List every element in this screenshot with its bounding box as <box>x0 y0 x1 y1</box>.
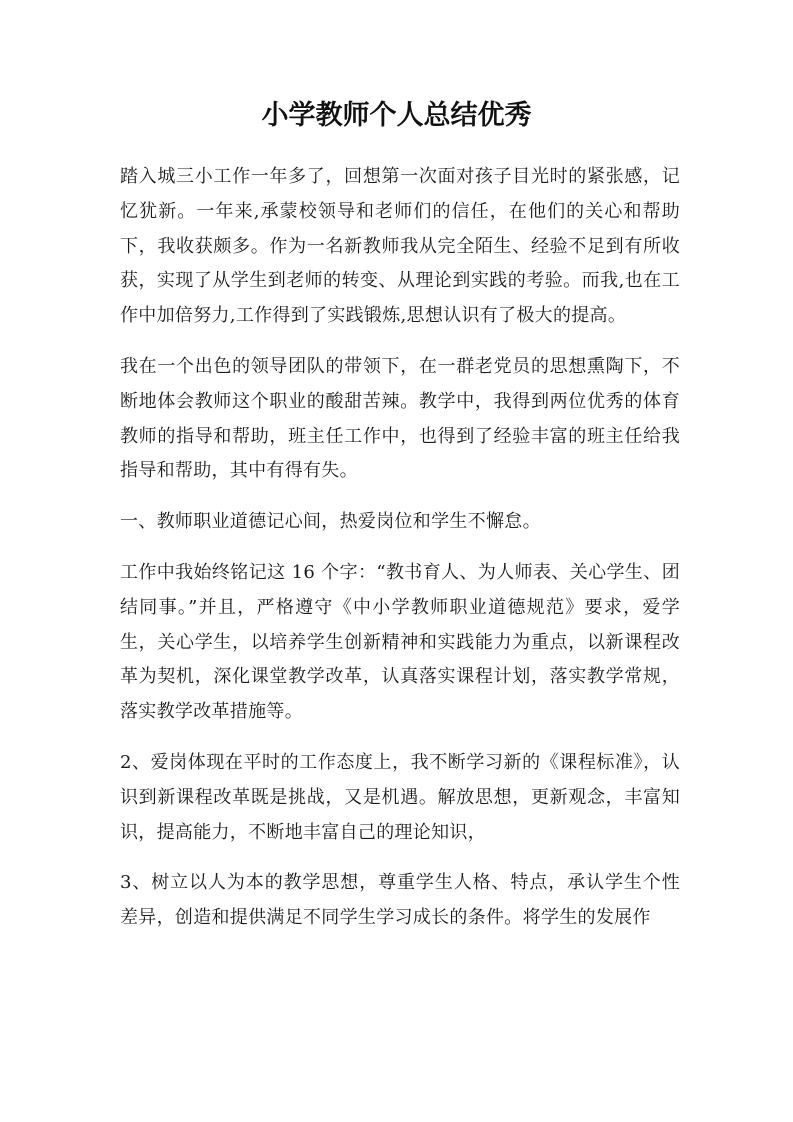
paragraph-heading-ethics: 一、教师职业道德记心间，热爱岗位和学生不懈怠。 <box>120 511 541 533</box>
document-body <box>120 160 680 936</box>
paragraph-team: 我在一个出色的领导团队的带领下，在一群老党员的思想熏陶下，不断地体会教师这个职业的酸甜苦辣。教学中，我得到两位优秀的体育教师的指导和帮助，班主任工作中，也得到了经验丰富的班主任给我指导和帮助，其中有得有失。 <box>120 355 680 482</box>
paragraph-motto: 工作中我始终铭记这 16 个字：“教书育人、为人师表、关心学生、团结同事。”并且，严格遵守《中小学教师职业道德规范》要求，爱学生，关心学生，以培养学生创新精神和实践能力为重点，以新课程改革为契机，深化课堂教学改革，认真落实课程计划，落实教学常规，落实教学改革措施等。 <box>120 561 680 723</box>
paragraph-point-3: 3、树立以人为本的教学思想，尊重学生人格、特点，承认学生个性差异，创造和提供满足不同学生学习成长的条件。将学生的发展作 <box>120 872 680 929</box>
document-title: 小学教师个人总结优秀 <box>261 100 532 131</box>
paragraph-intro: 踏入城三小工作一年多了，回想第一次面对孩子目光时的紧张感，记忆犹新。一年来,承蒙校领导和老师们的信任，在他们的关心和帮助下，我收获颇多。作为一名新教师我从完全陌生、经验不足到有所收获，实现了从学生到老师的转变、从理论到实践的考验。而我,也在工作中加倍努力,工作得到了实践锻炼,思想认识有了极大的提高。 <box>120 166 680 327</box>
paragraph-point-2: 2、爱岗体现在平时的工作态度上，我不断学习新的《课程标准》，认识到新课程改革既是挑战，又是机遇。解放思想，更新观念，丰富知识，提高能力，不断地丰富自己的理论知识， <box>120 751 680 843</box>
